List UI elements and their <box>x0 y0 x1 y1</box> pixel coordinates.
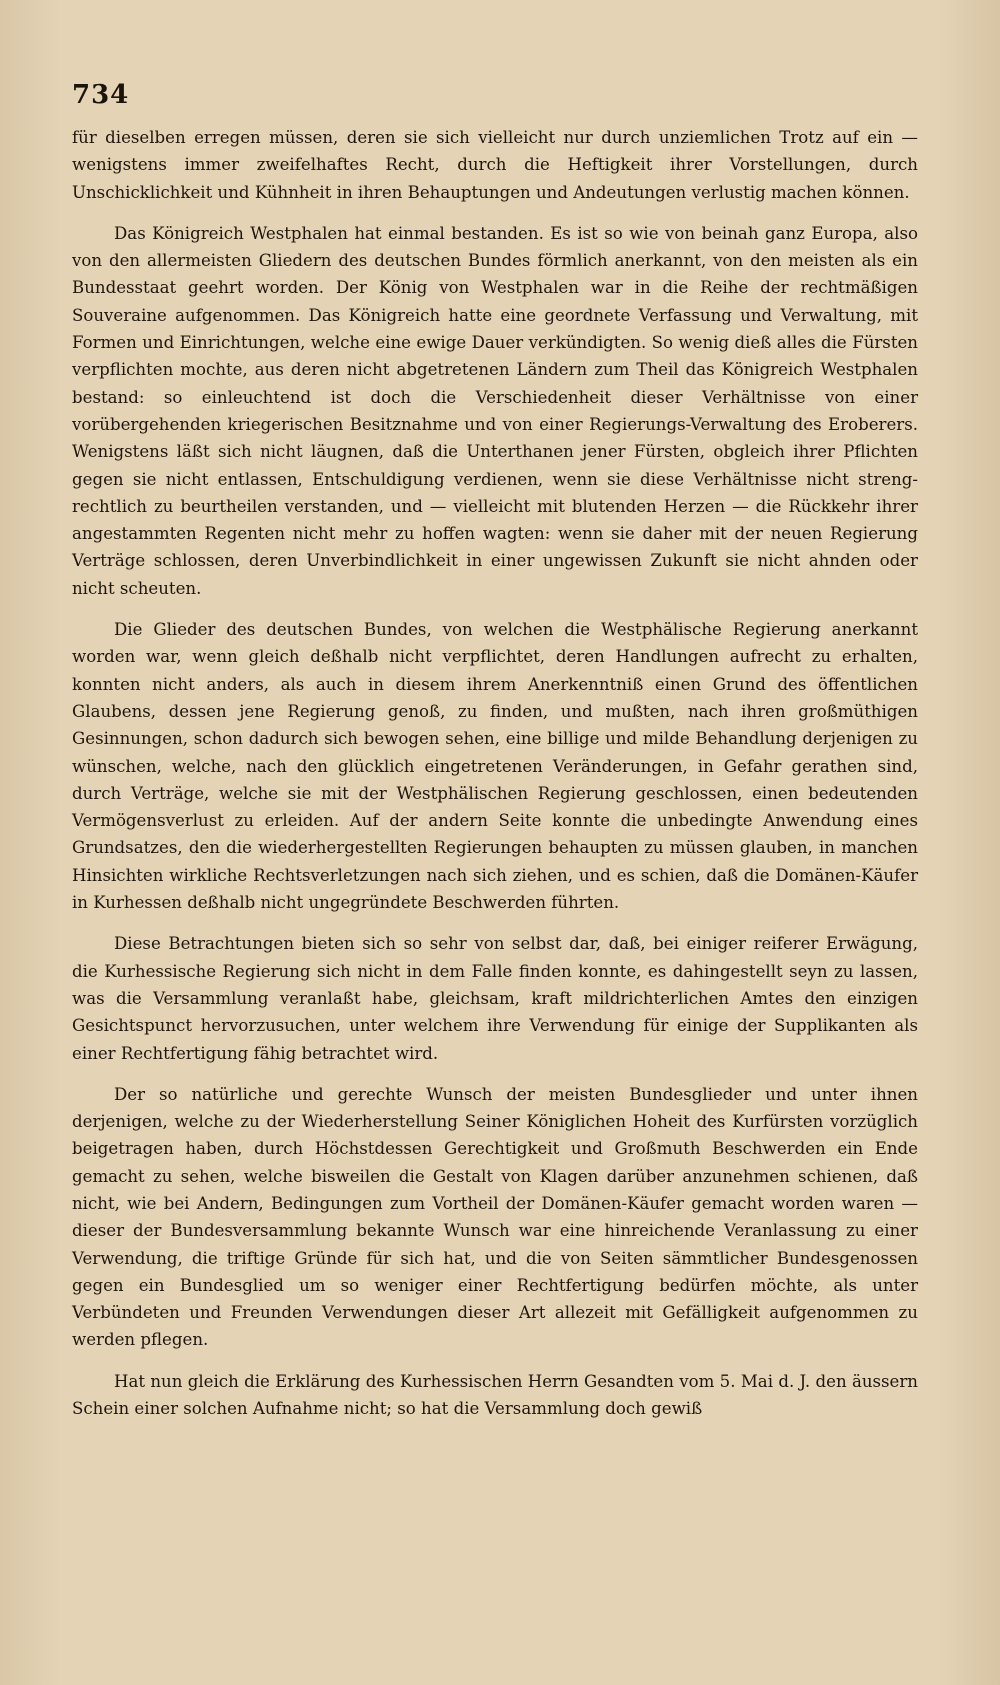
paragraph-3: Die Glieder des deutschen Bundes, von welchen die Westphälische Regierung anerkannt worden war, wenn gleich deßhalb nicht verpflichtet, deren Handlungen aufrecht zu erhalten, konnten nicht anders, als auch in diesem ihrem Anerkenntniß einen Grund des öffentlichen Glaubens, dessen jene Regierung genoß, zu finden, und mußten, nach ihren großmüthigen Gesinnungen, schon dadurch sich bewogen sehen, eine billige und milde Behandlung derjenigen zu wünschen, welche, nach den glücklich eingetretenen Veränderungen, in Gefahr gerathen sind, durch Verträge, welche sie mit der Westphälischen Regierung geschlossen, einen bedeutenden Vermögensverlust zu erleiden. Auf der andern Seite konnte die unbedingte Anwendung eines Grundsatzes, den die wiederhergestellten Regierungen behaupten zu müssen glauben, in manchen Hinsichten wirkliche Rechtsverletzungen nach sich ziehen, und es schien, daß die Domänen-Käufer in Kurhessen deßhalb nicht ungegründete Beschwerden führten. <box>72 620 918 913</box>
paragraph-6: Hat nun gleich die Erklärung des Kurhessischen Herrn Gesandten vom 5. Mai d. J. den äussern Schein einer solchen Aufnahme nicht; so hat die Versammlung doch gewiß <box>72 1371 918 1419</box>
page-number: 734 <box>72 80 130 110</box>
body-text <box>72 124 918 1422</box>
paragraph-1: für dieselben erregen müssen, deren sie sich vielleicht nur durch unziemlichen Trotz auf ein — wenigstens immer zweifelhaftes Recht, durch die Heftigkeit ihrer Vorstellungen, durch Unschicklichkeit und Kühnheit in ihren Behauptungen und Andeutungen verlustig machen können. <box>72 128 918 202</box>
paragraph-5: Der so natürliche und gerechte Wunsch der meisten Bundesglieder und unter ihnen derjenigen, welche zu der Wiederherstellung Seiner Königlichen Hoheit des Kurfürsten vorzüglich beigetragen haben, durch Höchstdessen Gerechtigkeit und Großmuth Beschwerden ein Ende gemacht zu sehen, welche bisweilen die Gestalt von Klagen darüber anzunehmen schienen, daß nicht, wie bei Andern, Bedingungen zum Vortheil der Domänen-Käufer gemacht worden waren — dieser der Bundesversammlung bekannte Wunsch war eine hinreichende Veranlassung zu einer Verwendung, die triftige Gründe für sich hat, und die von Seiten sämmtlicher Bundesgenossen gegen ein Bundesglied um so weniger einer Rechtfertigung bedürfen möchte, als unter Verbündeten und Freunden Verwendungen dieser Art allezeit mit Gefälligkeit aufgenommen zu werden pflegen. <box>72 1084 918 1350</box>
paragraph-2: Das Königreich Westphalen hat einmal bestanden. Es ist so wie von beinah ganz Europa, also von den allermeisten Gliedern des deutschen Bundes förmlich anerkannt, von den meisten als ein Bundesstaat geehrt worden. Der König von Westphalen war in die Reihe der rechtmäßigen Souveraine aufgenommen. Das Königreich hatte eine geordnete Verfassung und Verwaltung, mit Formen und Einrichtungen, welche eine ewige Dauer verkündigten. So wenig dieß alles die Fürsten verpflichten mochte, aus deren nicht abgetretenen Ländern zum Theil das Königreich Westphalen bestand: so einleuchtend ist doch die Verschiedenheit dieser Verhältnisse von einer vorübergehenden kriegerischen Besitznahme und von einer Regierungs-Verwaltung des Eroberers. Wenigstens läßt sich nicht läugnen, daß die Unterthanen jener Fürsten, obgleich ihrer Pflichten gegen sie nicht entlassen, Entschuldigung verdienen, wenn sie diese Verhältnisse nicht streng-rechtlich zu beurtheilen verstanden, und — vielleicht mit blutenden Herzen — die Rückkehr ihrer angestammten Regenten nicht mehr zu hoffen wagten: wenn sie daher mit der neuen Regierung Verträge schlossen, deren Unverbindlichkeit in einer ungewissen Zukunft sie nicht ahnden oder nicht scheuten. <box>72 223 918 598</box>
paragraph-4: Diese Betrachtungen bieten sich so sehr von selbst dar, daß, bei einiger reiferer Erwägung, die Kurhessische Regierung sich nicht in dem Falle finden konnte, es dahingestellt seyn zu lassen, was die Versammlung veranlaßt habe, gleichsam, kraft mildrichterlichen Amtes den einzigen Gesichtspunct hervorzusuchen, unter welchem ihre Verwendung für einige der Supplikanten als einer Rechtfertigung fähig betrachtet wird. <box>72 934 918 1063</box>
